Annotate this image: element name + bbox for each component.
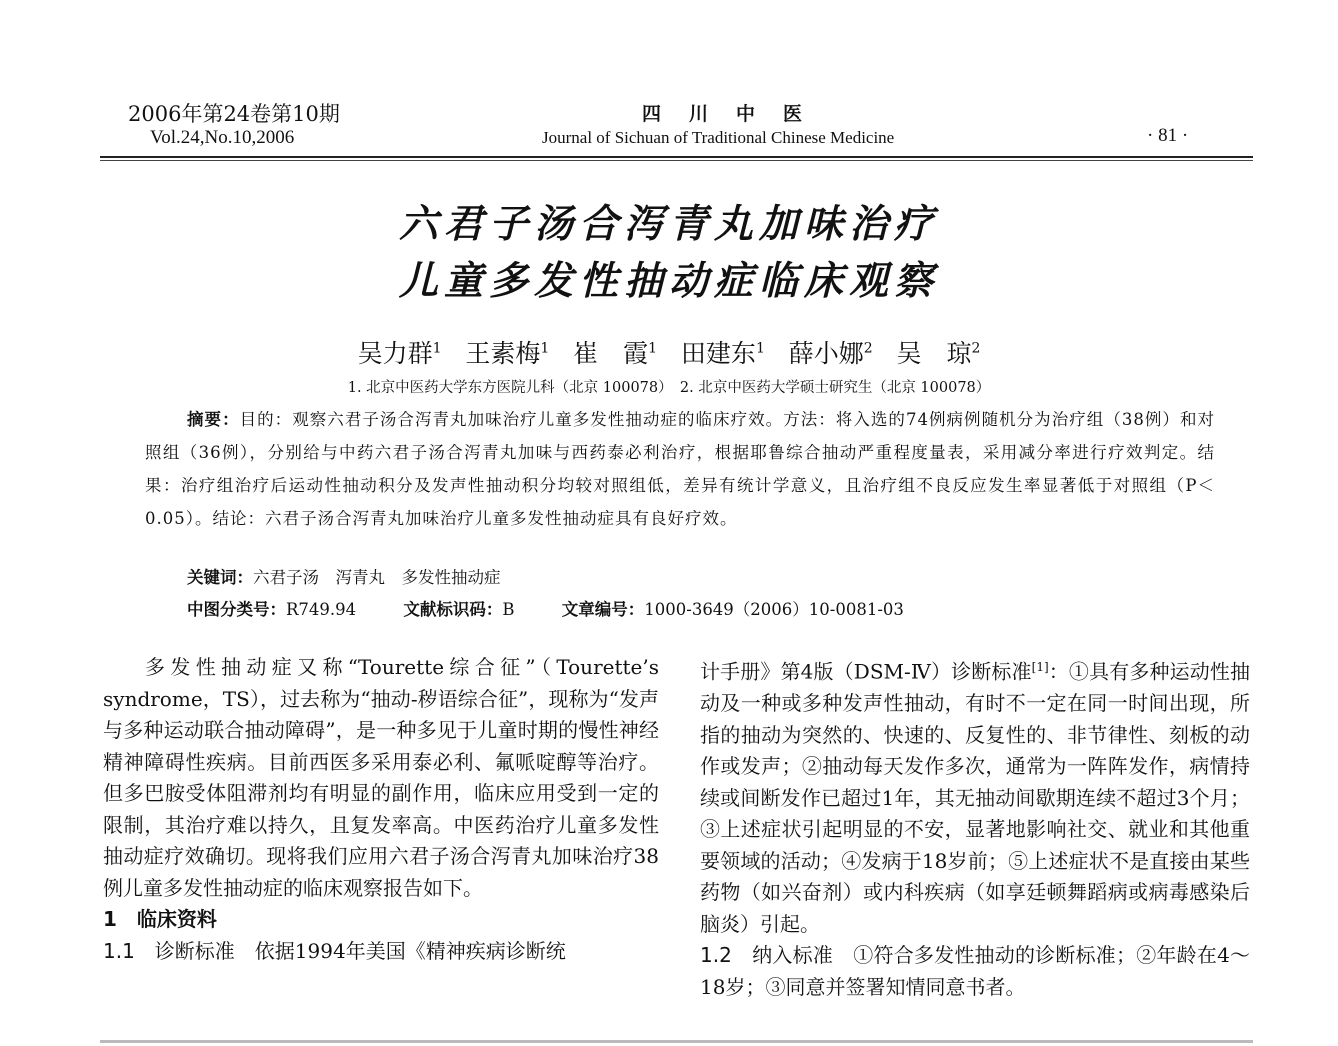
author: 吴 琼$^2$ xyxy=(896,339,981,368)
keywords-label: 关键词： xyxy=(187,568,253,587)
keywords xyxy=(187,564,501,588)
article-title-line1: 六君子汤合泻青丸加味治疗 xyxy=(398,201,939,247)
issue-en: Vol.24,No.10,2006 xyxy=(150,127,295,148)
subsection-label: 1.2 纳入标准 xyxy=(700,943,834,968)
abstract-text: 目的：观察六君子汤合泻青丸加味治疗儿童多发性抽动症的临床疗效。方法：将入选的74例病例随机分为治疗组（38例）和对照组（36例），分别给与中药六君子汤合泻青丸加味与西药泰必利治疗，根据耶鲁综合抽动严重程度量表，采用减分率进行疗效判定。结果：治疗组治疗后运动性抽动积分及发声性抽动积分均较对照组低，差异有统计学意义，且治疗组不良反应发生率显著低于对照组（P＜0.05）。结论：六君子汤合泻青丸加味治疗儿童多发性抽动症具有良好疗效。 xyxy=(145,410,1215,528)
subsection-text: ①符合多发性抽动的诊断标准；②年龄在4～18岁；③同意并签署知情同意书者。 xyxy=(700,943,1250,999)
header-rule-thin xyxy=(100,160,1253,161)
article-no-value: 1000-3649（2006）10-0081-03 xyxy=(644,600,904,619)
abstract xyxy=(145,403,1215,535)
classification-line xyxy=(187,596,904,620)
affiliations: 1. 北京中医药大学东方医院儿科（北京 100078） 2. 北京中医药大学硕士研究生（北京 100078） xyxy=(347,380,991,396)
abstract-label: 摘要： xyxy=(187,410,240,429)
page-number: · 81 · xyxy=(1147,125,1189,146)
clc-value: R749.94 xyxy=(286,600,357,619)
author: 吴力群$^1$ xyxy=(357,339,442,368)
author: 崔 霞$^1$ xyxy=(573,339,658,368)
next-line-cutoff xyxy=(100,1040,1253,1043)
journal-title-cn: 四川中医 xyxy=(642,103,831,125)
author: 王素梅$^1$ xyxy=(465,339,550,368)
body-right-column xyxy=(700,652,1250,1003)
keywords-text: 六君子汤 泻青丸 多发性抽动症 xyxy=(253,568,501,587)
subsection-1-1 xyxy=(103,936,659,968)
body-left-column xyxy=(103,652,659,967)
subsection-1-2 xyxy=(700,940,1250,1003)
doc-code-value: B xyxy=(502,600,515,619)
intro-paragraph: 多发性抽动症又称“Tourette综合征”（Tourette’s syndrome，TS），过去称为“抽动-秽语综合征”，现称为“发声与多种运动联合抽动障碍”，是一种多见于儿童时期的慢性神经精神障碍性疾病。目前西医多采用泰必利、氟哌啶醇等治疗。但多巴胺受体阻滞剂均有明显的副作用，临床应用受到一定的限制，其治疗难以持久，且复发率高。中医药治疗儿童多发性抽动症疗效确切。现将我们应用六君子汤合泻青丸加味治疗38例儿童多发性抽动症的临床观察报告如下。 xyxy=(103,655,659,900)
article-no-label: 文章编号： xyxy=(561,600,645,619)
reference-marker: [1] xyxy=(1031,660,1049,674)
criteria-paragraph: 计手册》第4版（DSM-Ⅳ）诊断标准[1]：①具有多种运动性抽动及一种或多种发声性抽动，有时不一定在同一时间出现，所指的抽动为突然的、快速的、反复性的、非节律性、刻板的动作或发声；②抽动每天发作多次，通常为一阵阵发作，病情持续或间断发作已超过1年，其无抽动间歇期连续不超过3个月；③上述症状引起明显的不安，显著地影响社交、就业和其他重要领域的活动；④发病于18岁前；⑤上述症状不是直接由某些药物（如兴奋剂）或内科疾病（如享廷顿舞蹈病或病毒感染后脑炎）引起。 xyxy=(700,659,1250,936)
clc-label: 中图分类号： xyxy=(187,600,286,619)
doc-code-label: 文献标识码： xyxy=(403,600,503,619)
section-heading: 1 临床资料 xyxy=(103,907,217,931)
subsection-label: 1.1 诊断标准 xyxy=(103,938,235,963)
author: 薛小娜$^2$ xyxy=(788,339,873,368)
author: 田建东$^1$ xyxy=(680,339,765,368)
issue-cn: 2006年第24卷第10期 xyxy=(128,102,340,126)
author-list xyxy=(0,334,1338,370)
header-rule xyxy=(100,156,1253,158)
journal-title-en: Journal of Sichuan of Traditional Chinese Medicine xyxy=(542,128,895,147)
subsection-text: 依据1994年美国《精神疾病诊断统 xyxy=(234,938,566,963)
article-title-line2: 儿童多发性抽动症临床观察 xyxy=(398,258,939,304)
